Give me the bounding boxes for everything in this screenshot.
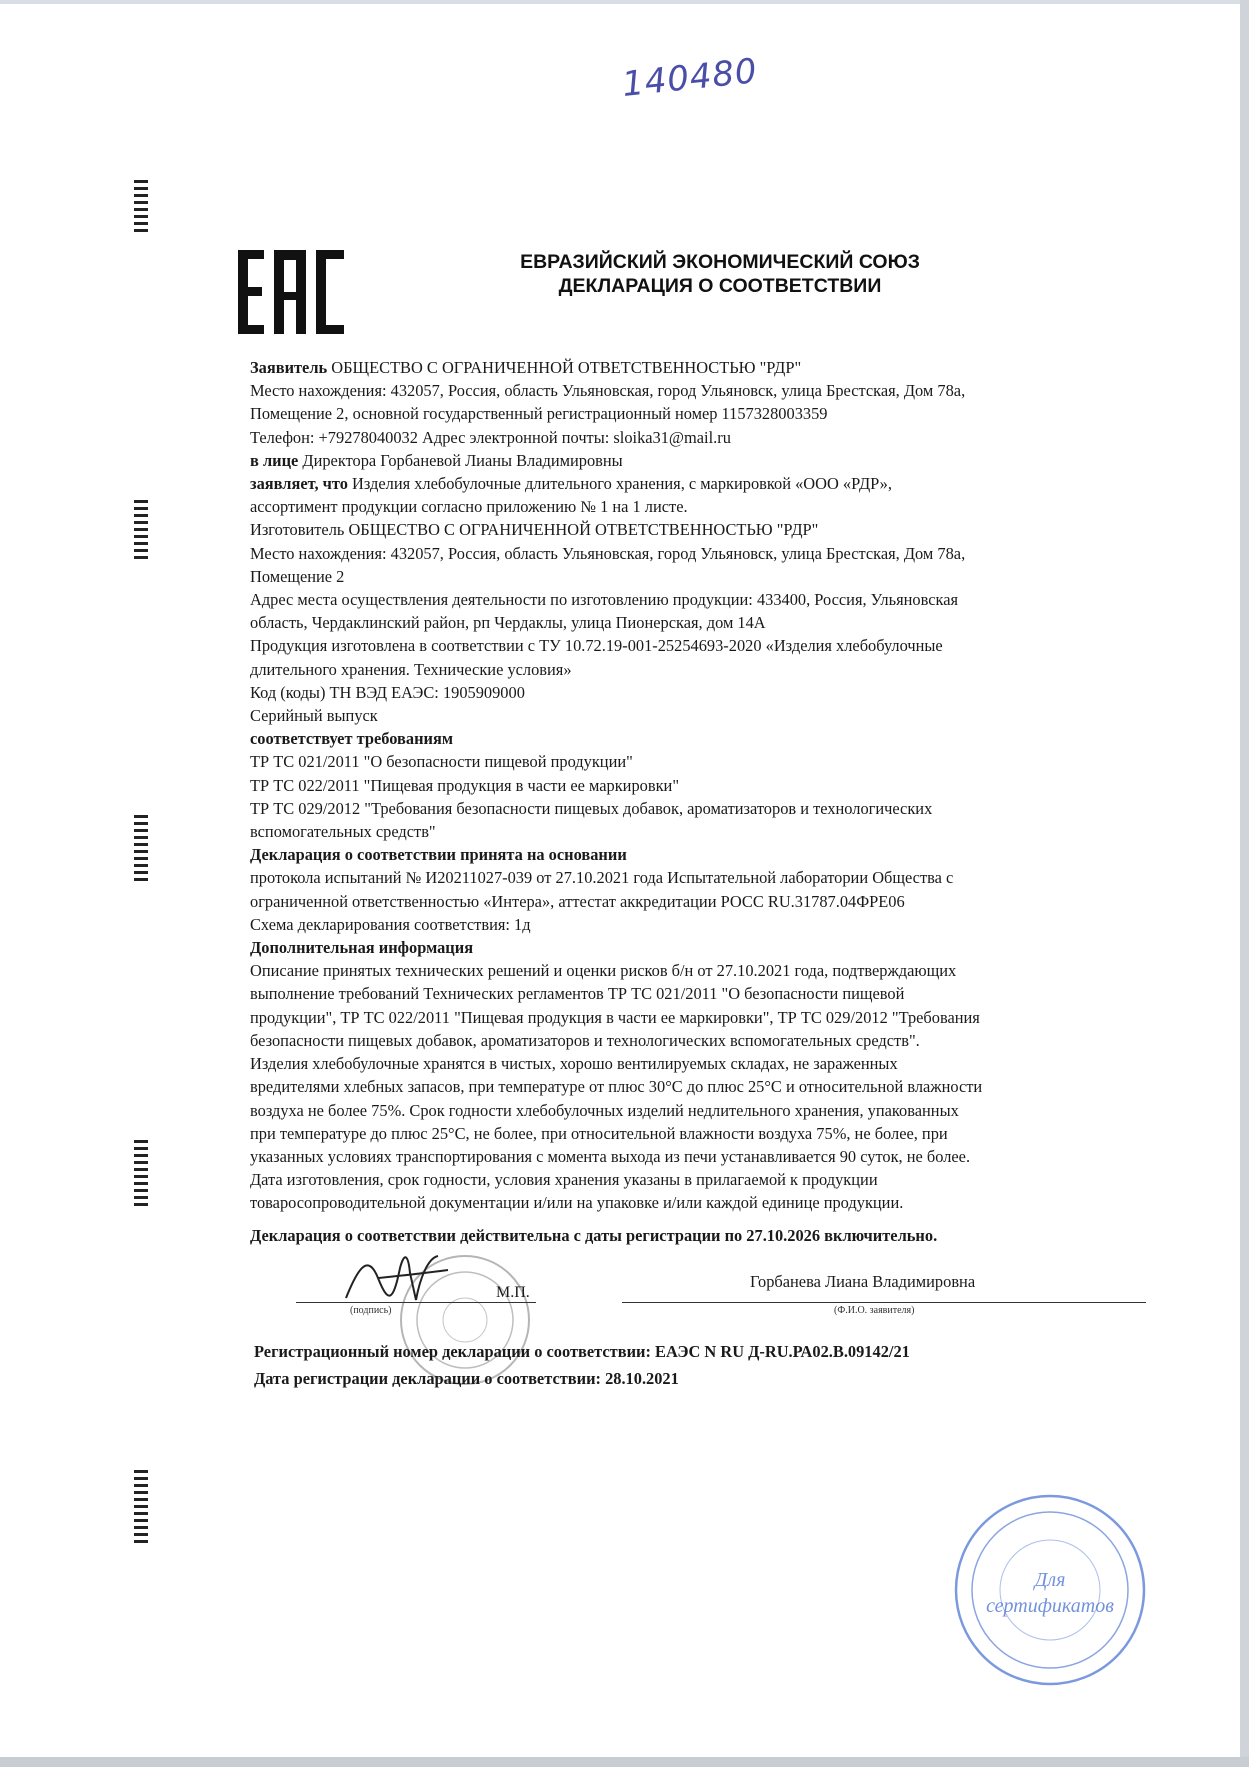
registration-block (254, 1338, 1154, 1392)
additional-line: продукции", ТР ТС 022/2011 "Пищевая продукция в части ее маркировки", ТР ТС 029/2012 "Требования (250, 1007, 980, 1027)
binder-mark (134, 1470, 148, 1547)
applicant-person-line (250, 449, 1150, 472)
basis-line-1: протокола испытаний № И20211027-039 от 27.10.2021 года Испытательной лаборатории Общества с (250, 868, 954, 888)
additional-label: Дополнительная информация (250, 938, 474, 958)
requirement-item: ТР ТС 022/2011 "Пищевая продукция в части ее маркировки" (250, 775, 680, 795)
applicant-address-1: Место нахождения: 432057, Россия, область Ульяновская, город Ульяновск, улица Брестская, Дом 78а, (250, 381, 966, 401)
person-name: Директора Горбаневой Лианы Владимировны (298, 450, 623, 470)
document-header (470, 250, 970, 298)
applicant-fio: Горбанева Лиана Владимировна (750, 1272, 976, 1291)
stamp-text-line2: сертификатов (986, 1595, 1114, 1617)
applicant-address-2: Помещение 2, основной государственный регистрационный номер 1157328003359 (250, 404, 828, 424)
handwritten-number: 140480 (620, 51, 760, 105)
basis-label: Декларация о соответствии принята на основании (250, 845, 627, 865)
scan-edge-top (0, 0, 1249, 4)
additional-line: вредителями хлебных запасов, при температуре от плюс 30°С до плюс 25°С и относительной влажности (250, 1077, 983, 1097)
fio-line (622, 1302, 1146, 1303)
requirement-item: ТР ТС 021/2011 "О безопасности пищевой продукции" (250, 752, 633, 772)
manufacturer-address-2: Помещение 2 (250, 566, 345, 586)
declares-line-2: ассортимент продукции согласно приложению № 1 на 1 листе. (250, 497, 688, 517)
binder-mark (134, 500, 148, 563)
header-declaration-title: ДЕКЛАРАЦИЯ О СООТВЕТСТВИИ (558, 275, 882, 297)
basis-scheme: Схема декларирования соответствия: 1д (250, 914, 531, 934)
manufacturer-line: Изготовитель ОБЩЕСТВО С ОГРАНИЧЕННОЙ ОТВЕТСТВЕННОСТЬЮ "РДР" (250, 520, 819, 540)
standard-line-2: длительного хранения. Технические условия» (250, 659, 572, 679)
production-address-2: область, Чердаклинский район, рп Чердаклы, улица Пионерская, дом 14А (250, 613, 766, 633)
additional-line: воздуха не более 75%. Срок годности хлебобулочных изделий недлительного хранения, упакованных (250, 1100, 959, 1120)
additional-line: товаросопроводительной документации и/или на упаковке и/или каждой единице продукции. (250, 1193, 904, 1213)
requirement-item: вспомогательных средств" (250, 822, 436, 842)
additional-line: при температуре до плюс 25°С, не более, при относительной влажности воздуха 75%, не более, при (250, 1123, 948, 1143)
scan-edge-right (1240, 0, 1249, 1767)
signature-caption: (подпись) (350, 1305, 392, 1316)
header-union-title: ЕВРАЗИЙСКИЙ ЭКОНОМИЧЕСКИЙ СОЮЗ (520, 251, 920, 273)
validity-statement: Декларация о соответствии действительна с даты регистрации по 27.10.2026 включительно. (250, 1225, 938, 1245)
applicant-name: ОБЩЕСТВО С ОГРАНИЧЕННОЙ ОТВЕТСТВЕННОСТЬЮ "РДР" (327, 358, 802, 377)
fio-caption: (Ф.И.О. заявителя) (834, 1305, 915, 1316)
manufacturer-address-1: Место нахождения: 432057, Россия, область Ульяновская, город Ульяновск, улица Брестская, Дом 78а, (250, 543, 966, 563)
additional-line: выполнение требований Технических регламентов ТР ТС 021/2011 "О безопасности пищевой (250, 984, 905, 1004)
series-type: Серийный выпуск (250, 706, 378, 726)
additional-line: Дата изготовления, срок годности, условия хранения указаны в прилагаемой к продукции (250, 1170, 878, 1190)
certification-stamp (950, 1490, 1150, 1690)
binder-mark (134, 180, 148, 236)
requirements-label: соответствует требованиям (250, 729, 453, 749)
applicant-label: Заявитель (250, 358, 328, 377)
additional-line: Изделия хлебобулочные хранятся в чистых, хорошо вентилируемых складах, не зараженных (250, 1054, 898, 1074)
registration-date: Дата регистрации декларации о соответствии: 28.10.2021 (254, 1369, 679, 1388)
binder-mark (134, 1140, 148, 1210)
standard-line-1: Продукция изготовлена в соответствии с ТУ 10.72.19-001-25254693-2020 «Изделия хлебобулочные (250, 636, 943, 656)
person-label: в лице (250, 450, 299, 470)
signature-line (296, 1302, 536, 1303)
handwritten-signature (338, 1248, 458, 1308)
eac-logo (238, 250, 348, 334)
additional-line: Описание принятых технических решений и оценки рисков б/н от 27.10.2021 года, подтверждающих (250, 961, 957, 981)
basis-line-2: ограниченной ответственностью «Интера», аттестат аккредитации РОСС RU.31787.04ФРЕ06 (250, 891, 905, 911)
declares-text: Изделия хлебобулочные длительного хранения, с маркировкой «ООО «РДР», (347, 474, 892, 494)
declares-line-1 (250, 472, 1150, 495)
declaration-body (250, 356, 1150, 1247)
scan-edge-bottom (0, 1757, 1249, 1767)
tnved-code: Код (коды) ТН ВЭД ЕАЭС: 1905909000 (250, 682, 525, 702)
requirement-item: ТР ТС 029/2012 "Требования безопасности пищевых добавок, ароматизаторов и технологических (250, 798, 933, 818)
applicant-contacts: Телефон: +79278040032 Адрес электронной почты: sloika31@mail.ru (250, 427, 731, 447)
stamp-place-label: М.П. (496, 1284, 530, 1301)
additional-line: безопасности пищевых добавок, ароматизаторов и технологических вспомогательных средств". (250, 1030, 920, 1050)
registration-number: Регистрационный номер декларации о соответствии: ЕАЭС N RU Д-RU.РА02.В.09142/21 (254, 1342, 910, 1361)
stamp-text-line1: Для (1034, 1569, 1066, 1591)
binder-mark (134, 815, 148, 885)
declares-label: заявляет, что (250, 474, 348, 494)
additional-line: указанных условиях транспортирования с момента выхода из печи устанавливается 90 суток, не более. (250, 1146, 971, 1166)
production-address-1: Адрес места осуществления деятельности по изготовлению продукции: 433400, Россия, Ульяновская (250, 590, 959, 610)
applicant-line (250, 356, 1150, 379)
